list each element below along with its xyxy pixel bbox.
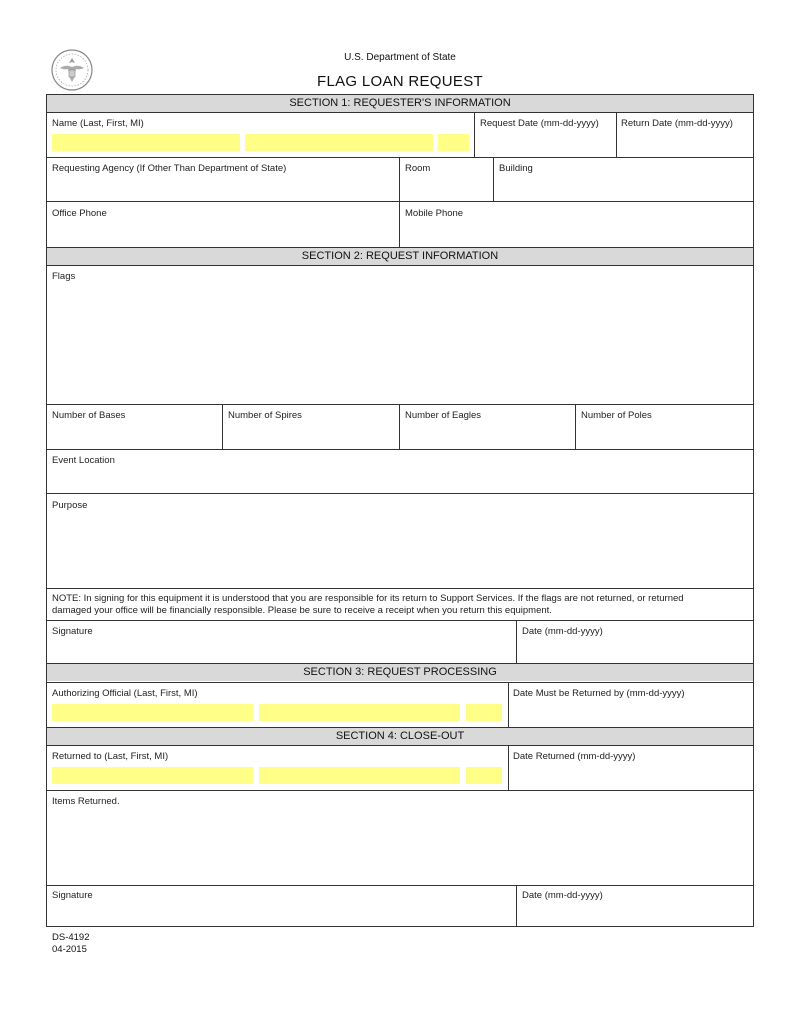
authorizing-official-label: Authorizing Official (Last, First, MI) <box>52 688 198 699</box>
agency-input[interactable] <box>50 178 396 200</box>
form-revision-date: 04-2015 <box>52 944 87 955</box>
official-mi-input[interactable] <box>466 704 502 721</box>
request-date-input[interactable] <box>478 132 612 154</box>
spires-label: Number of Spires <box>228 410 302 421</box>
note-line-2: damaged your office will be financially responsible. Please be sure to receive a receipt when you return this equipment. <box>52 605 552 616</box>
section4-heading: SECTION 4: CLOSE-OUT <box>47 728 753 745</box>
closeout-date-input[interactable] <box>520 904 750 924</box>
closeout-signature-label: Signature <box>52 890 93 901</box>
return-date-label: Return Date (mm-dd-yyyy) <box>621 118 733 129</box>
signature-field[interactable] <box>50 640 512 662</box>
return-by-input[interactable] <box>512 703 750 725</box>
form-footer <box>52 932 90 956</box>
agency-label: Requesting Agency (If Other Than Department of State) <box>52 163 287 174</box>
office-phone-input[interactable] <box>50 222 396 244</box>
signature-date-input[interactable] <box>520 640 750 662</box>
returned-to-first-name-input[interactable] <box>259 767 460 784</box>
date-returned-input[interactable] <box>512 766 750 788</box>
signature-label: Signature <box>52 626 93 637</box>
date-returned-label: Date Returned (mm-dd-yyyy) <box>513 751 636 762</box>
signature-date-label: Date (mm-dd-yyyy) <box>522 626 603 637</box>
return-date-input[interactable] <box>620 132 750 154</box>
closeout-date-label: Date (mm-dd-yyyy) <box>522 890 603 901</box>
event-location-label: Event Location <box>52 455 115 466</box>
section3-heading: SECTION 3: REQUEST PROCESSING <box>47 664 753 681</box>
eagles-input[interactable] <box>403 425 571 447</box>
event-location-input[interactable] <box>50 469 750 491</box>
building-label: Building <box>499 163 533 174</box>
purpose-label: Purpose <box>52 500 88 511</box>
mobile-phone-input[interactable] <box>403 222 750 244</box>
section2-heading: SECTION 2: REQUEST INFORMATION <box>47 248 753 265</box>
return-by-label: Date Must be Returned by (mm-dd-yyyy) <box>513 688 685 699</box>
purpose-textarea[interactable] <box>50 514 750 586</box>
form-number: DS-4192 <box>52 932 90 943</box>
mobile-phone-label: Mobile Phone <box>405 208 464 219</box>
spires-input[interactable] <box>226 425 396 447</box>
section1-heading: SECTION 1: REQUESTER'S INFORMATION <box>47 95 753 112</box>
flags-label: Flags <box>52 271 76 282</box>
note-line-1: NOTE: In signing for this equipment it is understood that you are responsible for its return to Support Services. If the flags are not returned, or returned <box>52 593 684 604</box>
request-date-label: Request Date (mm-dd-yyyy) <box>480 118 599 129</box>
room-input[interactable] <box>403 178 491 200</box>
returned-to-last-name-input[interactable] <box>52 767 253 784</box>
returned-to-label: Returned to (Last, First, MI) <box>52 751 169 762</box>
bases-label: Number of Bases <box>52 410 126 421</box>
flags-textarea[interactable] <box>50 286 750 400</box>
items-returned-textarea[interactable] <box>50 810 750 882</box>
office-phone-label: Office Phone <box>52 208 107 219</box>
requester-mi-input[interactable] <box>438 134 469 151</box>
form-title: FLAG LOAN REQUEST <box>317 73 483 90</box>
eagles-label: Number of Eagles <box>405 410 482 421</box>
building-input[interactable] <box>497 178 750 200</box>
responsibility-note <box>52 593 752 617</box>
room-label: Room <box>405 163 431 174</box>
name-label: Name (Last, First, MI) <box>52 118 144 129</box>
bases-input[interactable] <box>50 425 218 447</box>
requester-last-name-input[interactable] <box>52 134 240 151</box>
official-first-name-input[interactable] <box>259 704 460 721</box>
closeout-signature-field[interactable] <box>50 904 512 924</box>
requester-first-name-input[interactable] <box>245 134 433 151</box>
returned-to-mi-input[interactable] <box>466 767 502 784</box>
items-returned-label: Items Returned. <box>52 796 120 807</box>
poles-label: Number of Poles <box>581 410 652 421</box>
official-last-name-input[interactable] <box>52 704 253 721</box>
department-name: U.S. Department of State <box>344 52 456 63</box>
poles-input[interactable] <box>579 425 750 447</box>
